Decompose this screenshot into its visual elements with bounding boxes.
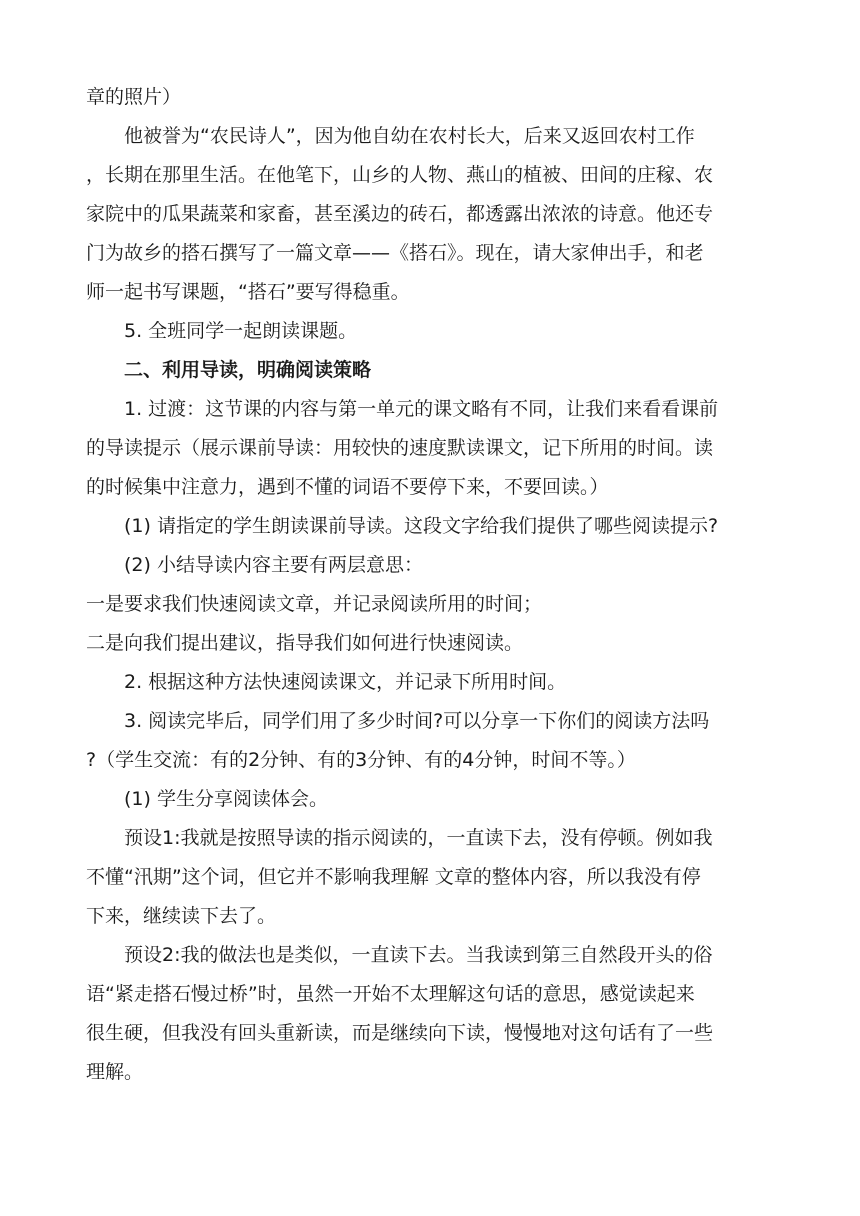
list-item-line: 1. 过渡：这节课的内容与第一单元的课文略有不同，让我们来看看课前: [124, 398, 719, 420]
list-item-line: 2. 根据这种方法快速阅读课文，并记录下所用时间。: [124, 671, 567, 693]
text-line: 章的照片）: [86, 86, 182, 108]
text-line: 的时候集中注意力，遇到不懂的词语不要停下来，不要回读。）: [86, 476, 609, 498]
text-line: ，长期在那里生活。在他笔下，山乡的人物、燕山的植被、田间的庄稼、农: [86, 164, 714, 186]
paragraph-line: 预设2:我的做法也是类似，一直读下去。当我读到第三自然段开头的俗: [124, 944, 713, 966]
text-line: 下来，继续读下去了。: [86, 905, 277, 927]
paragraph-line: 他被誉为“农民诗人”，因为他自幼在农村长大，后来又返回农村工作: [124, 125, 695, 147]
text-line: 一是要求我们快速阅读文章，并记录阅读所用的时间；: [86, 593, 543, 615]
list-item-line: 3. 阅读完毕后，同学们用了多少时间?可以分享一下你们的阅读方法吗: [124, 710, 710, 732]
list-item-line: 5. 全班同学一起朗读课题。: [124, 320, 358, 342]
text-line: 的导读提示（展示课前导读：用较快的速度默读课文，记下所用的时间。读: [86, 437, 714, 459]
text-line: 二是向我们提出建议，指导我们如何进行快速阅读。: [86, 632, 524, 654]
paragraph-line: 预设1:我就是按照导读的指示阅读的，一直读下去，没有停顿。例如我: [124, 827, 713, 849]
text-line: 家院中的瓜果蔬菜和家畜，甚至溪边的砖石，都透露出浓浓的诗意。他还专: [86, 203, 714, 225]
text-line: 门为故乡的搭石撰写了一篇文章——《搭石》。现在，请大家伸出手，和老: [86, 242, 704, 264]
sub-item-line: (1) 请指定的学生朗读课前导读。这段文字给我们提供了哪些阅读提示?: [124, 515, 719, 537]
sub-item-line: (1) 学生分享阅读体会。: [124, 788, 328, 810]
text-line: 不懂“汛期”这个词，但它并不影响我理解 文章的整体内容，所以我没有停: [86, 866, 701, 888]
text-line: ?（学生交流：有的2分钟、有的3分钟、有的4分钟，时间不等。）: [86, 749, 636, 771]
section-heading: 二、利用导读，明确阅读策略: [124, 359, 372, 381]
text-line: 语“紧走搭石慢过桥”时，虽然一开始不太理解这句话的意思，感觉读起来: [86, 983, 695, 1005]
sub-item-line: (2) 小结导读内容主要有两层意思：: [124, 554, 423, 576]
document-body: [86, 78, 776, 1092]
text-line: 理解。: [86, 1061, 144, 1083]
text-line: 师一起书写课题，“搭石”要写得稳重。: [86, 281, 410, 303]
text-line: 很生硬，但我没有回头重新读，而是继续向下读，慢慢地对这句话有了一些: [86, 1022, 714, 1044]
